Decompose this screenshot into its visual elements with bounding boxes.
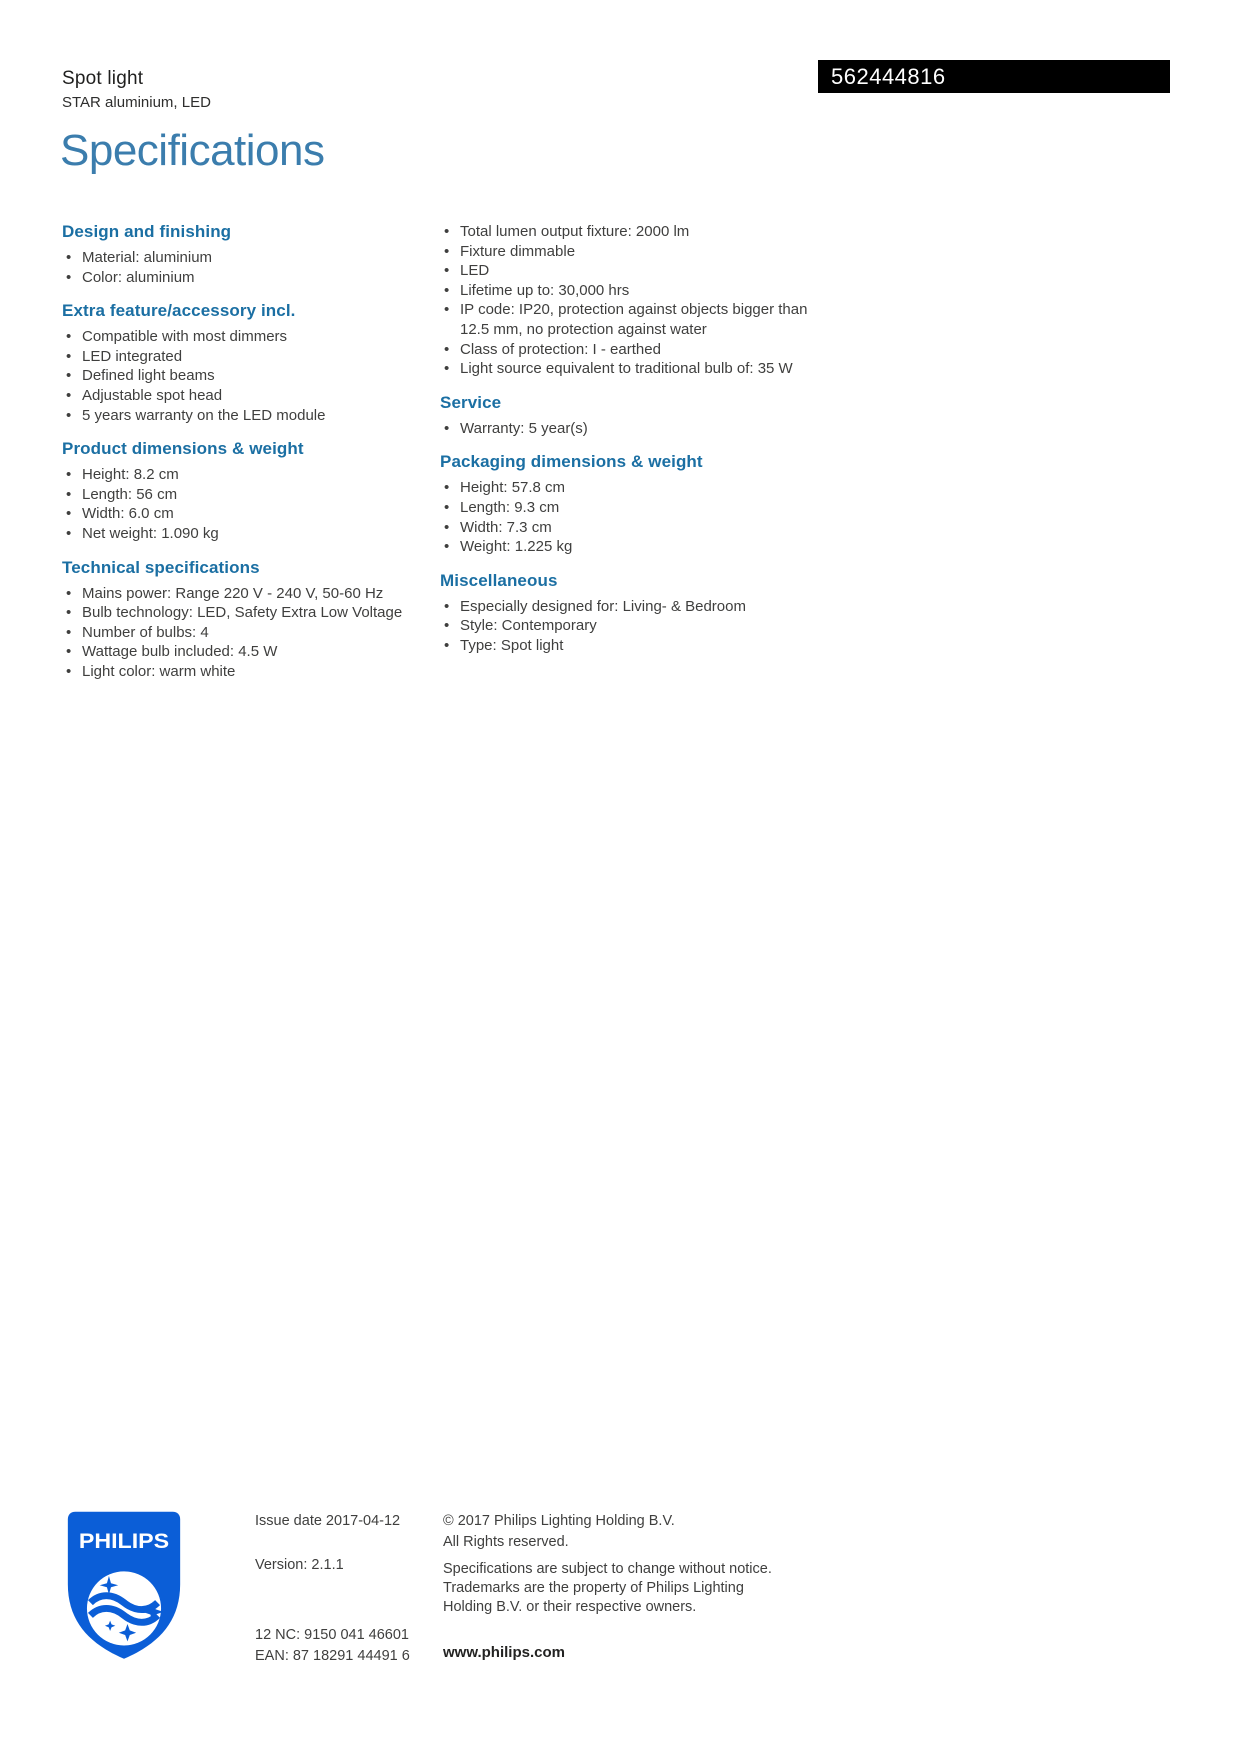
spec-item: • Compatible with most dimmers: [62, 327, 420, 347]
spec-item: • Fixture dimmable: [440, 242, 836, 262]
product-subtitle: STAR aluminium, LED: [62, 94, 211, 111]
spec-item: • Lifetime up to: 30,000 hrs: [440, 281, 836, 301]
copyright-line-2: All Rights reserved.: [443, 1534, 569, 1550]
product-name: Spot light: [62, 68, 144, 89]
spec-item: • Total lumen output fixture: 2000 lm: [440, 222, 836, 242]
spec-section: [62, 558, 420, 682]
disclaimer-text: Specifications are subject to change without notice. Trademarks are the property of Philips Lighting Holding B.V. or their respective owners.: [443, 1561, 772, 1615]
section-heading: Packaging dimensions & weight: [440, 452, 703, 472]
spec-item: • Type: Spot light: [440, 636, 836, 656]
spec-item: • Especially designed for: Living- & Bedroom: [440, 597, 836, 617]
section-heading: Service: [440, 392, 502, 412]
spec-item: • Wattage bulb included: 4.5 W: [62, 642, 420, 662]
version: Version: 2.1.1: [255, 1557, 344, 1573]
ean-number: EAN: 87 18291 44491 6: [255, 1648, 410, 1664]
spec-item: • 5 years warranty on the LED module: [62, 406, 420, 426]
spec-item: • Height: 57.8 cm: [440, 478, 836, 498]
spec-item: • Class of protection: I - earthed: [440, 340, 836, 360]
philips-logo: [66, 1510, 182, 1664]
section-heading: Technical specifications: [62, 557, 260, 577]
spec-item: • Defined light beams: [62, 366, 420, 386]
spec-section: [62, 301, 420, 425]
spec-item: • Length: 9.3 cm: [440, 498, 836, 518]
section-heading: Miscellaneous: [440, 570, 558, 590]
spec-item: • IP code: IP20, protection against objects bigger than 12.5 mm, no protection against water: [440, 300, 836, 339]
spec-section: [440, 222, 836, 379]
spec-item: • Number of bulbs: 4: [62, 623, 420, 643]
nc-number: 12 NC: 9150 041 46601: [255, 1627, 409, 1643]
spec-list: [62, 465, 420, 543]
spec-item: • Style: Contemporary: [440, 616, 836, 636]
spec-item: • Bulb technology: LED, Safety Extra Low Voltage: [62, 603, 420, 623]
spec-section: [440, 393, 836, 439]
spec-list: [440, 222, 836, 379]
spec-list: [62, 584, 420, 682]
spec-list: [440, 597, 836, 656]
spec-list: [440, 478, 836, 556]
spec-list: [62, 248, 420, 287]
spec-item: • LED: [440, 261, 836, 281]
spec-item: • Width: 7.3 cm: [440, 518, 836, 538]
spec-item: • Adjustable spot head: [62, 386, 420, 406]
product-code-badge: 562444816: [818, 60, 1170, 93]
section-heading: Design and finishing: [62, 222, 232, 241]
spec-item: • Height: 8.2 cm: [62, 465, 420, 485]
issue-date: Issue date 2017-04-12: [255, 1513, 401, 1529]
spec-item: • Length: 56 cm: [62, 485, 420, 505]
spec-column-left: [62, 222, 420, 682]
spec-item: • Width: 6.0 cm: [62, 504, 420, 524]
spec-item: • Light color: warm white: [62, 662, 420, 682]
spec-item: • Color: aluminium: [62, 268, 420, 288]
copyright-line-1: © 2017 Philips Lighting Holding B.V.: [443, 1513, 675, 1529]
spec-section: [62, 439, 420, 543]
section-heading: Product dimensions & weight: [62, 439, 304, 459]
page-title: Specifications: [60, 126, 325, 175]
spec-column-right: [440, 222, 836, 656]
spec-section: [62, 222, 420, 287]
spec-list: [440, 419, 836, 439]
philips-wordmark: PHILIPS: [78, 1530, 170, 1554]
spec-item: • Material: aluminium: [62, 248, 420, 268]
section-heading: Extra feature/accessory incl.: [62, 301, 296, 321]
spec-item: • Mains power: Range 220 V - 240 V, 50-60 Hz: [62, 584, 420, 604]
spec-item: • LED integrated: [62, 347, 420, 367]
spec-section: [440, 571, 836, 656]
spec-item: • Net weight: 1.090 kg: [62, 524, 420, 544]
spec-item: • Weight: 1.225 kg: [440, 537, 836, 557]
spec-section: [440, 452, 836, 556]
spec-list: [62, 327, 420, 425]
website-url: www.philips.com: [443, 1644, 565, 1661]
spec-item: • Warranty: 5 year(s): [440, 419, 836, 439]
spec-item: • Light source equivalent to traditional bulb of: 35 W: [440, 359, 836, 379]
